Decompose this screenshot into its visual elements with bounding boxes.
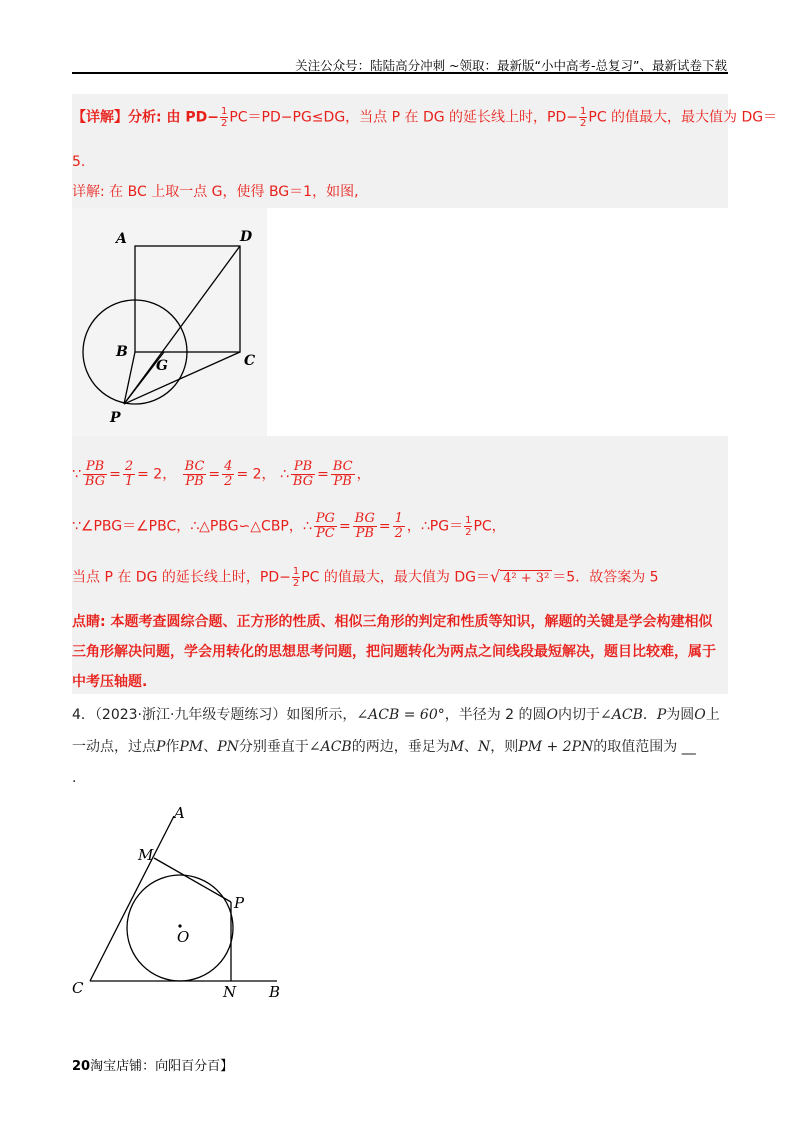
page-header: 关注公众号：陆陆高分冲刺 ~领取：最新版“小中高考-总复习”、最新试卷下载	[295, 58, 727, 73]
label-p: P	[234, 894, 245, 912]
label-c: C	[244, 353, 256, 369]
label-d: D	[240, 229, 253, 245]
segment-pm	[154, 858, 231, 902]
label-n: N	[223, 983, 237, 1001]
segment-dp	[124, 246, 240, 404]
label-g: G	[156, 358, 168, 374]
label-a: A	[174, 804, 185, 822]
label-c: C	[72, 979, 84, 997]
question-4-line-3: .	[72, 770, 77, 786]
fraction: $\frac{PB}{BG}$	[84, 459, 106, 489]
shop-text: 淘宝店铺：向阳百分百】	[90, 1059, 234, 1074]
question-4-line-2: 一动点，过点P作PM、PN分别垂直于∠ACB的两边，垂足为M、N，则PM + 2PN的取值范围为 __	[72, 739, 696, 755]
page-number: 20	[72, 1059, 91, 1074]
answer-blank: __	[681, 739, 696, 755]
comment-line-2: 三角形解决问题，学会用转化的思想思考问题，把问题转化为两点之间线段最短解决，题目比较难，属于	[72, 644, 716, 660]
comment-line-3: 中考压轴题.	[72, 674, 148, 690]
solution-line-3: 详解: 在 BC 上取一点 G，使得 BG＝1，如图,	[72, 184, 359, 200]
square-circle-figure	[72, 208, 267, 436]
solution-line-2: 5.	[72, 154, 86, 170]
label-a: A	[116, 231, 127, 247]
square-abcd	[135, 246, 240, 352]
half-fraction: $\frac{1}{2}$	[220, 106, 228, 129]
question-4-line-1: 4．（2023·浙江·九年级专题练习）如图所示，∠ACB = 60°，半径为 2 的圆O内切于∠ACB．P为圆O上	[72, 707, 720, 723]
equation-line-3: 当点 P 在 DG 的延长线上时，PD− $\frac{1}{2}$ PC 的值最大，最大值为 DG＝√ 4² + 3² ＝5．故答案为 5	[72, 566, 659, 589]
solution-line-1: 【详解】分析: 由 PD− $\frac{1}{2}$ PC＝PD−PG≤DG，当点 P 在 DG 的延长线上时，PD− $\frac{1}{2}$ PC 的值最大，最大值为 DG＝	[72, 106, 778, 129]
label-b: B	[116, 344, 128, 360]
page-footer	[72, 1055, 233, 1074]
label-m: M	[138, 846, 154, 864]
label-p: P	[110, 410, 121, 426]
equation-line-1: ∵ $\frac{PB}{BG}$ = $\frac{2}{1}$ = 2， $\frac{BC}{PB}$ = $\frac{4}{2}$ = 2， ∴ $\frac{PB}{BG}$ = $\frac{BC}{PB}$ ，	[72, 459, 371, 489]
label-o: O	[177, 928, 190, 946]
angle-circle-figure	[64, 800, 304, 1010]
header-rule	[72, 72, 728, 74]
segment-cp	[124, 352, 240, 404]
label-b: B	[269, 983, 281, 1001]
equation-line-2: ∵∠PBG＝∠PBC，∴△PBG∽△CBP，∴ $\frac{PG}{PC}$ = $\frac{BG}{PB}$ = $\frac{1}{2}$ ，∴PG＝ $\frac{1}{2}$ PC，	[72, 511, 506, 541]
half-fraction: $\frac{1}{2}$	[580, 106, 587, 129]
sqrt-expression: √ 4² + 3²	[490, 567, 552, 589]
ray-ca	[90, 816, 174, 981]
comment-line-1: 点睛: 本题考查圆综合题、正方形的性质、相似三角形的判定和性质等知识，解题的关键是学会构建相似	[72, 614, 713, 630]
